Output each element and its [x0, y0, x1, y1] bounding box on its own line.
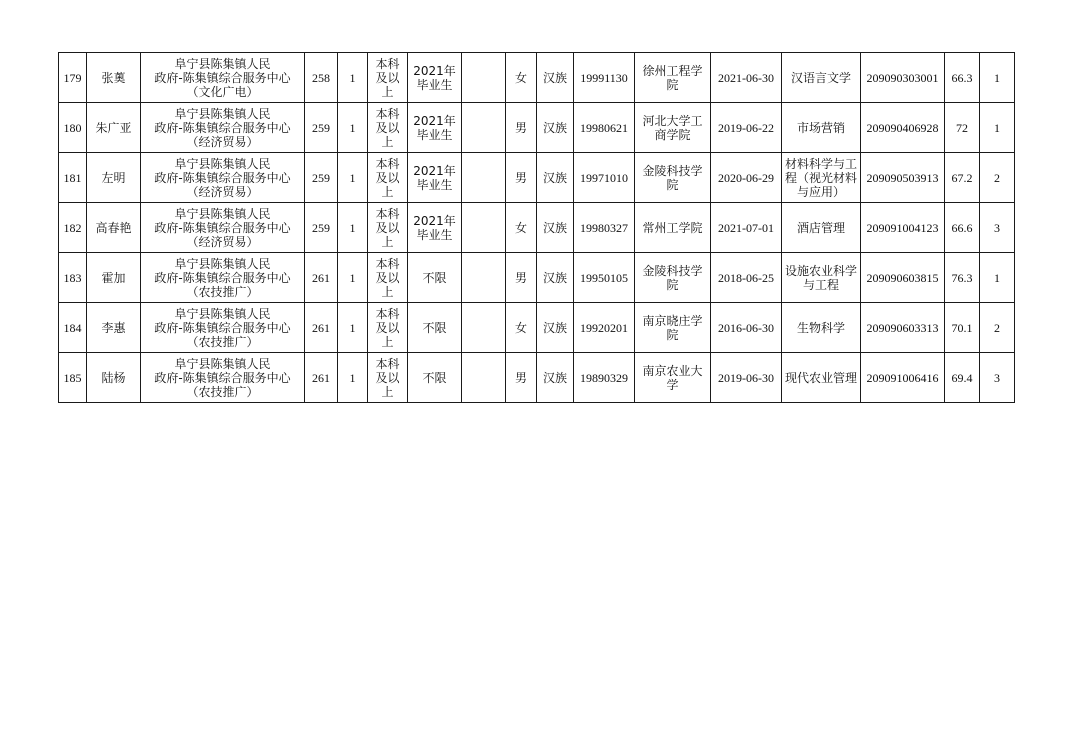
cell-school: 河北大学工 商学院: [635, 103, 711, 153]
cell-requirement: 不限: [408, 353, 462, 403]
roster-body: [59, 53, 1015, 403]
cell-ethnicity: 汉族: [537, 103, 574, 153]
cell-birth: 19980621: [574, 103, 635, 153]
cell-score: 69.4: [945, 353, 980, 403]
cell-school: 南京农业大 学: [635, 353, 711, 403]
cell-unit: 阜宁县陈集镇人民 政府-陈集镇综合服务中心 （经济贸易）: [141, 103, 305, 153]
cell-requirement: 不限: [408, 303, 462, 353]
cell-name: 朱广亚: [87, 103, 141, 153]
cell-major: 生物科学: [782, 303, 861, 353]
cell-school: 常州工学院: [635, 203, 711, 253]
cell-education: 本科 及以 上: [368, 253, 408, 303]
cell-birth: 19971010: [574, 153, 635, 203]
cell-major: 市场营销: [782, 103, 861, 153]
roster-table: [58, 52, 1015, 403]
cell-requirement: 2021年 毕业生: [408, 153, 462, 203]
cell-post-code: 261: [305, 253, 338, 303]
cell-score: 66.6: [945, 203, 980, 253]
cell-gender: 女: [506, 53, 537, 103]
cell-extra: [462, 253, 506, 303]
cell-ethnicity: 汉族: [537, 303, 574, 353]
table-row: [59, 203, 1015, 253]
cell-extra: [462, 53, 506, 103]
cell-requirement: 2021年 毕业生: [408, 53, 462, 103]
cell-post-code: 259: [305, 103, 338, 153]
cell-extra: [462, 303, 506, 353]
cell-major: 材料科学与工 程（视光材料 与应用）: [782, 153, 861, 203]
cell-major: 现代农业管理: [782, 353, 861, 403]
cell-extra: [462, 203, 506, 253]
cell-exam-no: 209090603815: [861, 253, 945, 303]
cell-seq: 182: [59, 203, 87, 253]
table-row: [59, 53, 1015, 103]
cell-extra: [462, 103, 506, 153]
cell-count: 1: [338, 253, 368, 303]
cell-name: 霍加: [87, 253, 141, 303]
cell-grad-date: 2019-06-30: [711, 353, 782, 403]
cell-education: 本科 及以 上: [368, 153, 408, 203]
cell-requirement: 不限: [408, 253, 462, 303]
table-row: [59, 253, 1015, 303]
cell-score: 72: [945, 103, 980, 153]
cell-name: 陆杨: [87, 353, 141, 403]
cell-gender: 女: [506, 303, 537, 353]
cell-major: 酒店管理: [782, 203, 861, 253]
cell-exam-no: 209090603313: [861, 303, 945, 353]
cell-ethnicity: 汉族: [537, 153, 574, 203]
cell-unit: 阜宁县陈集镇人民 政府-陈集镇综合服务中心 （农技推广）: [141, 353, 305, 403]
cell-unit: 阜宁县陈集镇人民 政府-陈集镇综合服务中心 （农技推广）: [141, 303, 305, 353]
cell-ethnicity: 汉族: [537, 353, 574, 403]
cell-extra: [462, 153, 506, 203]
cell-name: 李惠: [87, 303, 141, 353]
cell-exam-no: 209090503913: [861, 153, 945, 203]
cell-gender: 男: [506, 253, 537, 303]
cell-seq: 181: [59, 153, 87, 203]
cell-count: 1: [338, 303, 368, 353]
cell-count: 1: [338, 353, 368, 403]
cell-education: 本科 及以 上: [368, 303, 408, 353]
cell-post-code: 261: [305, 353, 338, 403]
cell-grad-date: 2019-06-22: [711, 103, 782, 153]
cell-ethnicity: 汉族: [537, 253, 574, 303]
cell-school: 金陵科技学 院: [635, 153, 711, 203]
cell-exam-no: 209090406928: [861, 103, 945, 153]
cell-score: 66.3: [945, 53, 980, 103]
cell-name: 左明: [87, 153, 141, 203]
cell-education: 本科 及以 上: [368, 203, 408, 253]
cell-post-code: 258: [305, 53, 338, 103]
cell-grad-date: 2016-06-30: [711, 303, 782, 353]
cell-birth: 19991130: [574, 53, 635, 103]
cell-school: 南京晓庄学 院: [635, 303, 711, 353]
cell-exam-no: 209091006416: [861, 353, 945, 403]
cell-count: 1: [338, 53, 368, 103]
cell-unit: 阜宁县陈集镇人民 政府-陈集镇综合服务中心 （经济贸易）: [141, 203, 305, 253]
cell-score: 70.1: [945, 303, 980, 353]
cell-grad-date: 2021-06-30: [711, 53, 782, 103]
cell-education: 本科 及以 上: [368, 353, 408, 403]
table-row: [59, 353, 1015, 403]
cell-grad-date: 2020-06-29: [711, 153, 782, 203]
cell-post-code: 261: [305, 303, 338, 353]
cell-education: 本科 及以 上: [368, 103, 408, 153]
cell-requirement: 2021年 毕业生: [408, 103, 462, 153]
cell-seq: 180: [59, 103, 87, 153]
cell-birth: 19920201: [574, 303, 635, 353]
cell-extra: [462, 353, 506, 403]
cell-education: 本科 及以 上: [368, 53, 408, 103]
cell-grad-date: 2018-06-25: [711, 253, 782, 303]
cell-rank: 2: [980, 303, 1015, 353]
cell-rank: 2: [980, 153, 1015, 203]
cell-post-code: 259: [305, 153, 338, 203]
cell-name: 张薁: [87, 53, 141, 103]
cell-school: 徐州工程学 院: [635, 53, 711, 103]
cell-post-code: 259: [305, 203, 338, 253]
cell-major: 设施农业科学 与工程: [782, 253, 861, 303]
cell-count: 1: [338, 153, 368, 203]
cell-seq: 185: [59, 353, 87, 403]
cell-birth: 19950105: [574, 253, 635, 303]
cell-gender: 男: [506, 153, 537, 203]
cell-name: 高春艳: [87, 203, 141, 253]
cell-birth: 19890329: [574, 353, 635, 403]
cell-gender: 男: [506, 353, 537, 403]
cell-major: 汉语言文学: [782, 53, 861, 103]
cell-score: 67.2: [945, 153, 980, 203]
cell-requirement: 2021年 毕业生: [408, 203, 462, 253]
cell-score: 76.3: [945, 253, 980, 303]
cell-count: 1: [338, 203, 368, 253]
cell-seq: 183: [59, 253, 87, 303]
cell-rank: 3: [980, 203, 1015, 253]
cell-unit: 阜宁县陈集镇人民 政府-陈集镇综合服务中心 （经济贸易）: [141, 153, 305, 203]
cell-seq: 184: [59, 303, 87, 353]
cell-unit: 阜宁县陈集镇人民 政府-陈集镇综合服务中心 （农技推广）: [141, 253, 305, 303]
cell-rank: 3: [980, 353, 1015, 403]
cell-exam-no: 209090303001: [861, 53, 945, 103]
cell-birth: 19980327: [574, 203, 635, 253]
cell-unit: 阜宁县陈集镇人民 政府-陈集镇综合服务中心 （文化广电）: [141, 53, 305, 103]
cell-rank: 1: [980, 53, 1015, 103]
cell-gender: 男: [506, 103, 537, 153]
cell-ethnicity: 汉族: [537, 203, 574, 253]
table-row: [59, 303, 1015, 353]
table-row: [59, 103, 1015, 153]
cell-count: 1: [338, 103, 368, 153]
cell-rank: 1: [980, 253, 1015, 303]
table-row: [59, 153, 1015, 203]
cell-rank: 1: [980, 103, 1015, 153]
cell-exam-no: 209091004123: [861, 203, 945, 253]
cell-grad-date: 2021-07-01: [711, 203, 782, 253]
cell-gender: 女: [506, 203, 537, 253]
cell-school: 金陵科技学 院: [635, 253, 711, 303]
cell-ethnicity: 汉族: [537, 53, 574, 103]
cell-seq: 179: [59, 53, 87, 103]
